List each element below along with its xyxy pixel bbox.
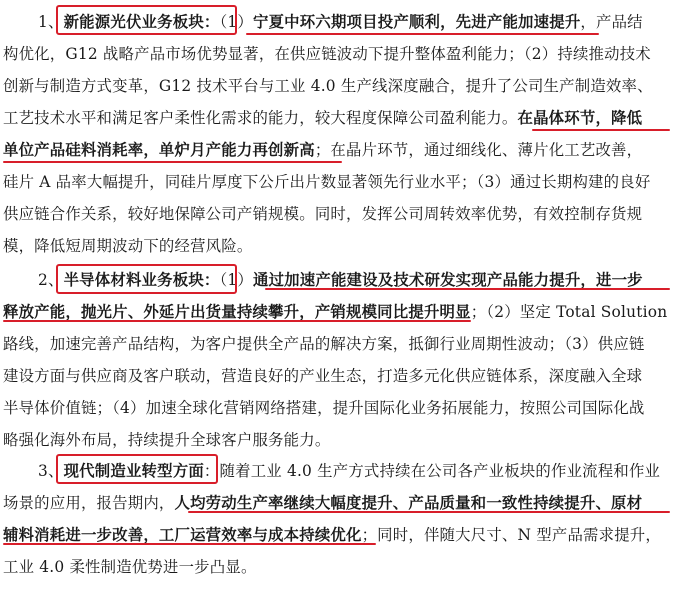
bold-text: 人均劳动生产率继续大幅度提升、产品质量和一致性持续提升、原材 (174, 494, 643, 512)
text-line (3, 38, 651, 70)
bold-text: 释放产能，抛光片、外延片出货量持续攀升，产销规模同比提升明显 (3, 303, 471, 321)
text-line (38, 455, 660, 487)
text-run: （1） (219, 13, 253, 31)
text-run: 略强化海外布局，持续提升全球客户服务能力。 (3, 431, 331, 449)
text-run: ；同时，伴随大尺寸、N 型产品需求提升， (361, 526, 661, 544)
text-run: 3、 (38, 462, 64, 480)
bold-text: 新能源光伏业务板块： (63, 13, 220, 31)
text-run: ：随着工业 4.0 生产方式持续在公司各产业板块的作业流程和作业 (203, 462, 661, 480)
text-run: 建设方面与供应商及客户联动，营造良好的产业生态，打造多元化供应链体系，深度融入全球 (3, 367, 643, 385)
text-run: 创新与制造方式变革，G12 技术平台与工业 4.0 生产线深度融合，提升了公司生产制造效率、 (3, 77, 653, 95)
text-run: 供应链合作关系，较好地保障公司产销规模。同时，发挥公司周转效率优势，有效控制存货规 (3, 205, 643, 223)
text-run: 半导体价值链；（4）加速全球化营销网络搭建，提升国际化业务拓展能力，按照公司国际化战 (3, 399, 645, 417)
text-run: 硅片 A 品率大幅提升，同硅片厚度下公斤出片数显著领先行业水平；（3）通过长期构建的良好 (3, 173, 651, 191)
bold-text: 宁夏中环六期项目投产顺利，先进产能加速提升 (253, 13, 581, 31)
text-run: ；在晶片环节，通过细线化、薄片化工艺改善， (314, 141, 643, 159)
bold-text: 通过加速产能建设及技术研发实现产品能力提升，进一步 (253, 271, 643, 289)
text-run: ；（2）坚定 Total Solution (470, 303, 668, 321)
text-run: 构优化，G12 战略产品市场优势显著，在供应链波动下提升整体盈利能力；（2）持续推动技术 (3, 45, 651, 63)
bold-text: 辅料消耗进一步改善，工厂运营效率与成本持续优化 (3, 526, 362, 544)
text-line (3, 134, 642, 166)
text-line (3, 102, 642, 134)
text-line (3, 551, 257, 583)
bold-text: 单位产品硅料消耗率，单炉月产能力再创新高 (3, 141, 315, 159)
text-line (3, 424, 330, 456)
text-run: 工业 4.0 柔性制造优势进一步凸显。 (3, 558, 257, 576)
text-run: ，产品结 (580, 13, 643, 31)
text-line (3, 296, 667, 328)
text-line (3, 360, 642, 392)
text-run: 模，降低短周期波动下的经营风险。 (3, 237, 253, 255)
text-run: 1、 (38, 13, 64, 31)
text-line (3, 166, 650, 198)
text-run: 工艺技术水平和满足客户柔性化需求的能力，较大程度保障公司盈利能力。 (3, 109, 518, 127)
text-line (3, 392, 645, 424)
bold-text: 半导体材料业务板块： (63, 271, 220, 289)
text-line (38, 264, 643, 296)
bold-text: 在晶体环节，降低 (517, 109, 643, 127)
text-run: （1） (219, 271, 253, 289)
text-line (3, 230, 252, 262)
text-line (3, 198, 642, 230)
text-run: 2、 (38, 271, 64, 289)
text-line (3, 487, 642, 519)
text-line (3, 519, 661, 551)
text-run: 路线，加速完善产品结构，为客户提供全产品的解决方案，抵御行业周期性波动；（3）供应链 (3, 335, 645, 353)
bold-text: 现代制造业转型方面 (63, 462, 204, 480)
text-run: 场景的应用，报告期内， (3, 494, 175, 512)
text-line (3, 328, 645, 360)
text-line (38, 6, 643, 38)
text-line (3, 70, 653, 102)
